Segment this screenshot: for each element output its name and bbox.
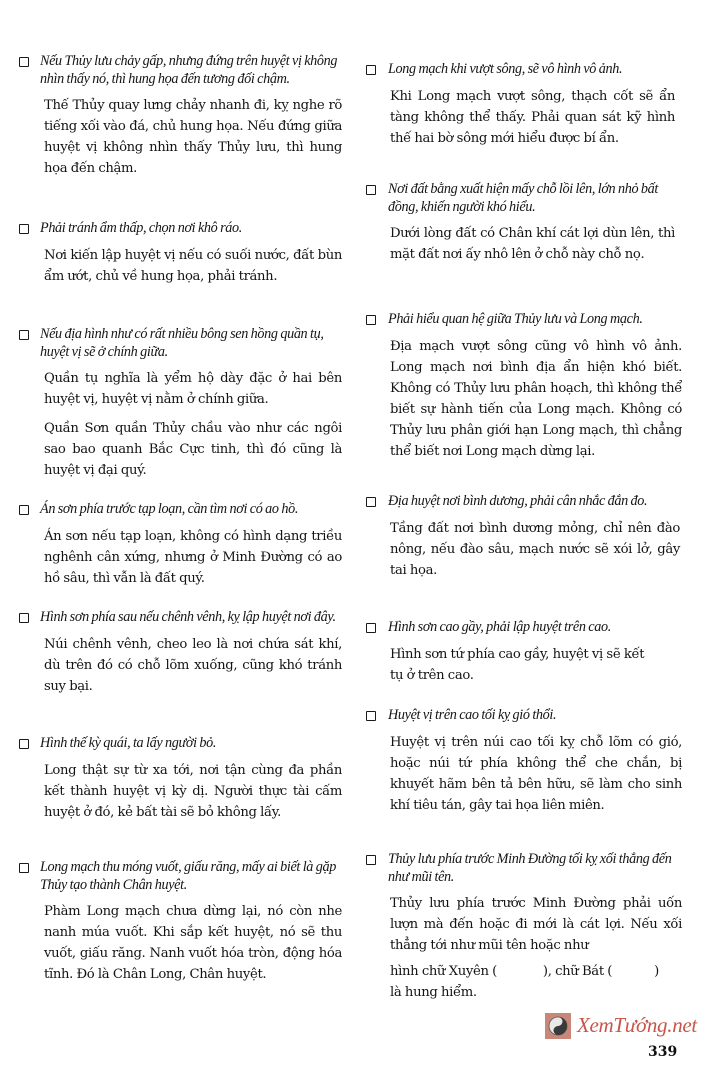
section-body bbox=[44, 901, 342, 985]
section-body bbox=[44, 760, 342, 823]
checkbox-bullet-icon bbox=[366, 623, 376, 633]
paragraph: Tầng đất nơi bình dương mỏng, chỉ nên đào nông, nếu đào sâu, mạch nước sẽ xói lở, gây tai họa. bbox=[390, 520, 680, 578]
section-body bbox=[390, 86, 675, 149]
paragraph: Long thật sự từ xa tới, nơi tận cùng đa phần kết thành huyệt vị kỳ dị. Người thực tài cấm huyệt ở đó, kẻ bất tài sẽ bỏ không lấy. bbox=[44, 762, 342, 820]
watermark-text: XemTướng.net bbox=[577, 1013, 697, 1037]
paragraph: Phàm Long mạch chưa dừng lại, nó còn nhe nanh múa vuốt. Khi sắp kết huyệt, nó sẽ thu vuốt, giấu răng. Nanh vuốt hóa tròn, động hóa tĩnh. Đó là Chân Long, Chân huyệt. bbox=[44, 904, 342, 982]
section bbox=[388, 619, 700, 686]
yin-yang-icon bbox=[545, 1013, 571, 1039]
text-fragment: ) bbox=[654, 964, 659, 979]
section-heading: Nơi đất bằng xuất hiện mấy chỗ lồi lên, lớn nhỏ bất đồng, khiến người khó hiểu. bbox=[388, 181, 658, 215]
paragraph: Quần Sơn quần Thủy chầu vào như các ngôi sao bao quanh Bắc Cực tinh, thì đó cũng là huyệt vị đại quý. bbox=[44, 421, 342, 478]
section-heading: Nếu địa hình như có rất nhiều bông sen hồng quần tụ, huyệt vị sẽ ở chính giữa. bbox=[40, 326, 324, 360]
checkbox-bullet-icon bbox=[366, 711, 376, 721]
section bbox=[388, 311, 700, 462]
section bbox=[40, 220, 342, 287]
section-body bbox=[44, 95, 342, 179]
section-heading: Nếu Thủy lưu chảy gấp, nhưng đứng trên huyệt vị không nhìn thấy nó, thì hung họa đến tương đối chậm. bbox=[40, 53, 338, 87]
paragraph: là hung hiểm. bbox=[390, 985, 477, 1000]
section bbox=[40, 859, 342, 985]
checkbox-bullet-icon bbox=[366, 65, 376, 75]
checkbox-bullet-icon bbox=[366, 315, 376, 325]
checkbox-bullet-icon bbox=[19, 613, 29, 623]
paragraph: Núi chênh vênh, cheo leo là nơi chứa sát khí, dù trên đó có chỗ lõm xuống, cũng khó tránh suy bại. bbox=[44, 636, 342, 694]
checkbox-bullet-icon bbox=[19, 863, 29, 873]
section-body bbox=[390, 336, 682, 462]
paragraph: Nơi kiến lập huyệt vị nếu có suối nước, đất bùn ẩm ướt, chủ về hung họa, phải tránh. bbox=[44, 247, 342, 284]
section-body bbox=[44, 368, 342, 481]
section bbox=[388, 181, 688, 265]
checkbox-bullet-icon bbox=[366, 497, 376, 507]
paragraph: Dưới lòng đất có Chân khí cát lợi dùn lên, thì mặt đất nơi ấy nhô lên ở chỗ này chỗ nọ. bbox=[390, 226, 675, 262]
section-heading: Hình thế kỳ quái, ta lấy người bỏ. bbox=[40, 735, 217, 751]
section-heading: Phải hiểu quan hệ giữa Thủy lưu và Long mạch. bbox=[388, 311, 643, 327]
paragraph: Khi Long mạch vượt sông, thạch cốt sẽ ẩn tàng không thể thấy. Phải quan sát kỹ hình thế hai bờ sông mới hiểu được bí ẩn. bbox=[390, 88, 675, 146]
section-heading: Phải tránh ẩm thấp, chọn nơi khô ráo. bbox=[40, 220, 242, 236]
checkbox-bullet-icon bbox=[19, 505, 29, 515]
checkbox-bullet-icon bbox=[19, 739, 29, 749]
text-fragment: ), chữ Bát ( bbox=[542, 964, 613, 979]
section-body bbox=[44, 245, 342, 287]
section-heading: Hình sơn phía sau nếu chênh vênh, kỵ lập huyệt nơi đây. bbox=[40, 609, 336, 625]
section-heading: Huyệt vị trên cao tối kỵ gió thổi. bbox=[388, 707, 557, 723]
section-heading: Thủy lưu phía trước Minh Đường tối kỵ xối thẳng đến như mũi tên. bbox=[388, 851, 672, 885]
section-body bbox=[44, 634, 342, 697]
section-heading: Hình sơn cao gầy, phải lập huyệt trên cao. bbox=[388, 619, 611, 635]
checkbox-bullet-icon bbox=[19, 57, 29, 67]
section bbox=[388, 493, 680, 581]
section-body bbox=[390, 893, 682, 1003]
checkbox-bullet-icon bbox=[19, 224, 29, 234]
section bbox=[40, 609, 342, 697]
section bbox=[388, 851, 688, 1003]
checkbox-bullet-icon bbox=[366, 855, 376, 865]
section bbox=[388, 707, 700, 816]
checkbox-bullet-icon bbox=[366, 185, 376, 195]
paragraph-last-line bbox=[390, 961, 682, 982]
watermark-logo bbox=[545, 1012, 697, 1039]
section bbox=[40, 53, 342, 179]
paragraph: Hình sơn tứ phía cao gầy, huyệt vị sẽ kết tụ ở trên cao. bbox=[390, 646, 645, 683]
section-body bbox=[390, 644, 658, 686]
paragraph: Quần tụ nghĩa là yểm hộ dày đặc ở hai bên huyệt vị, huyệt vị nằm ở chính giữa. bbox=[44, 371, 342, 407]
paragraph: Huyệt vị trên núi cao tối kỵ chỗ lõm có gió, hoặc núi tứ phía không thể che chắn, bị khuyết hãm bên tả bên hữu, sẽ làm cho sinh khí tiêu tán, gây tai họa liên miên. bbox=[390, 734, 682, 813]
section-body bbox=[44, 526, 342, 589]
paragraph: Án sơn nếu tạp loạn, không có hình dạng triều nghênh cân xứng, nhưng ở Minh Đường có ao hồ sâu, thì vẫn là đất quý. bbox=[44, 528, 342, 586]
section-body bbox=[390, 223, 675, 265]
section-heading: Án sơn phía trước tạp loạn, cần tìm nơi có ao hồ. bbox=[40, 501, 299, 517]
checkbox-bullet-icon bbox=[19, 330, 29, 340]
page-number: 339 bbox=[648, 1044, 678, 1060]
section-heading: Địa huyệt nơi bình dương, phải cân nhắc đắn đo. bbox=[388, 493, 648, 509]
section bbox=[40, 326, 342, 481]
section-heading: Long mạch khi vượt sông, sẽ vô hình vô ảnh. bbox=[388, 61, 623, 77]
section bbox=[40, 501, 342, 589]
section bbox=[388, 61, 700, 149]
paragraph: Thế Thủy quay lưng chảy nhanh đi, kỵ nghe rõ tiếng xối vào đá, chủ hung họa. Nếu đứng giữa huyệt vị không nhìn thấy Thủy lưu, thì hung họa đến chậm. bbox=[44, 98, 342, 176]
paragraph: Thủy lưu phía trước Minh Đường phải uốn lượn mà đến hoặc đi mới là cát lợi. Nếu xối thẳng tới như mũi tên hoặc như bbox=[390, 896, 682, 953]
section-heading: Long mạch thu móng vuốt, giấu răng, mấy ai biết là gặp Thủy tạo thành Chân huyệt. bbox=[40, 859, 336, 893]
section bbox=[40, 735, 342, 823]
section-body bbox=[390, 518, 680, 581]
text-fragment: hình chữ Xuyên ( bbox=[390, 964, 497, 979]
section-body bbox=[390, 732, 682, 816]
paragraph: Địa mạch vượt sông cũng vô hình vô ảnh. Long mạch nơi bình địa ẩn hiện khó biết. Không có Thủy lưu phân hoạch, thì không thể biết sự hành tiến của Long mạch. Không có Thủy lưu phân giới hạn Long mạch, thì chẳng thể biết nơi Long mạch dừng lại. bbox=[390, 338, 682, 459]
